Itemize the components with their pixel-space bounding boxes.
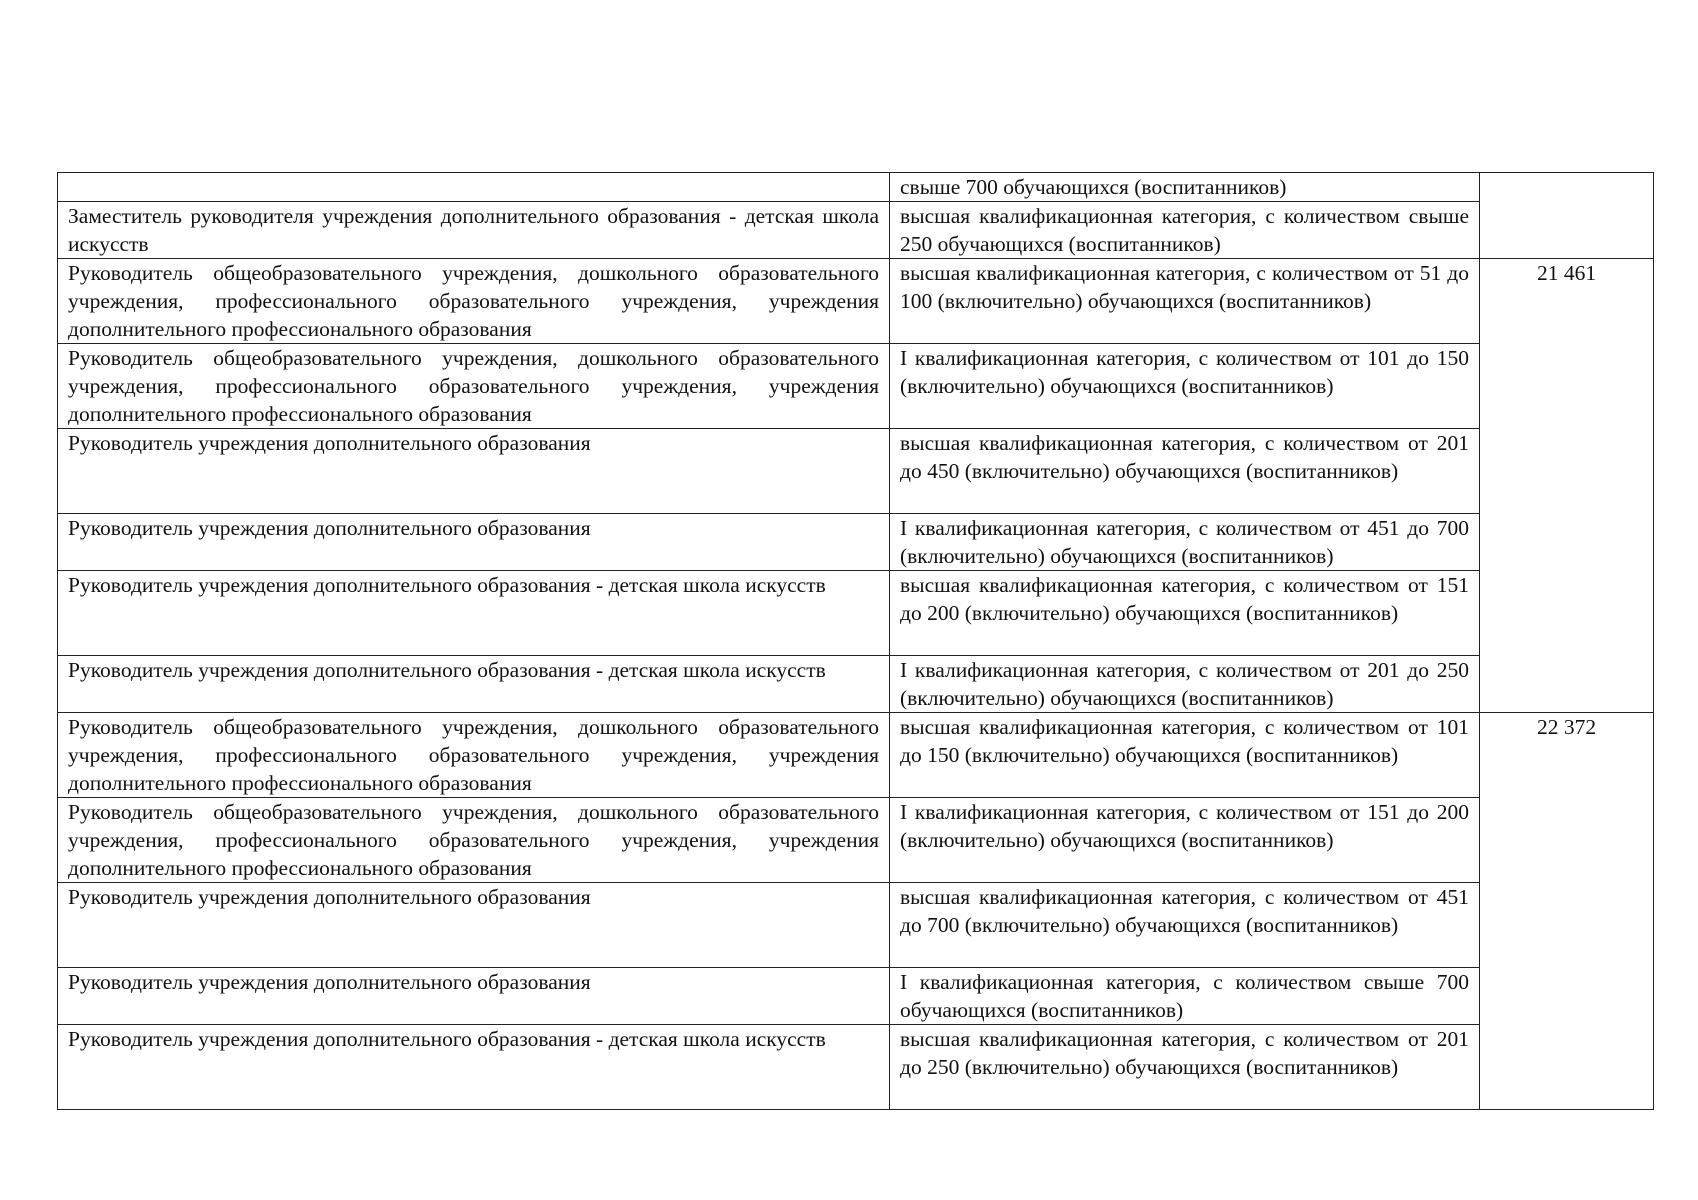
salary-cell: [1480, 173, 1654, 259]
table-row: [58, 202, 1654, 259]
condition-cell: высшая квалификационная категория, с количеством от 451 до 700 (включительно) обучающихся (воспитанников): [890, 883, 1480, 968]
table-row: [58, 713, 1654, 798]
table-row: [58, 514, 1654, 571]
condition-cell: высшая квалификационная категория, с количеством от 101 до 150 (включительно) обучающихся (воспитанников): [890, 713, 1480, 798]
table-row: [58, 571, 1654, 656]
condition-cell: высшая квалификационная категория, с количеством от 151 до 200 (включительно) обучающихся (воспитанников): [890, 571, 1480, 656]
position-cell: Руководитель учреждения дополнительного образования - детская школа искусств: [58, 656, 890, 713]
condition-cell: I квалификационная категория, с количеством от 151 до 200 (включительно) обучающихся (воспитанников): [890, 798, 1480, 883]
table-row: [58, 968, 1654, 1025]
condition-cell: высшая квалификационная категория, с количеством от 201 до 450 (включительно) обучающихся (воспитанников): [890, 429, 1480, 514]
table-row: [58, 1025, 1654, 1110]
table-row: [58, 259, 1654, 344]
salary-cell: 22 372: [1480, 713, 1654, 1110]
salary-table: [57, 172, 1654, 1110]
condition-cell: высшая квалификационная категория, с количеством от 51 до 100 (включительно) обучающихся (воспитанников): [890, 259, 1480, 344]
position-cell: Заместитель руководителя учреждения дополнительного образования - детская школа искусств: [58, 202, 890, 259]
position-cell: Руководитель общеобразовательного учреждения, дошкольного образовательного учреждения, профессионального образовательного учреждения, учреждения дополнительного профессионального образования: [58, 259, 890, 344]
condition-cell: I квалификационная категория, с количеством свыше 700 обучающихся (воспитанников): [890, 968, 1480, 1025]
condition-cell: высшая квалификационная категория, с количеством свыше 250 обучающихся (воспитанников): [890, 202, 1480, 259]
table-row: [58, 344, 1654, 429]
position-cell: Руководитель учреждения дополнительного образования: [58, 883, 890, 968]
condition-cell: свыше 700 обучающихся (воспитанников): [890, 173, 1480, 202]
position-cell: [58, 173, 890, 202]
position-cell: Руководитель учреждения дополнительного образования: [58, 514, 890, 571]
table-row: [58, 883, 1654, 968]
table-row: [58, 798, 1654, 883]
table-row: [58, 656, 1654, 713]
condition-cell: высшая квалификационная категория, с количеством от 201 до 250 (включительно) обучающихся (воспитанников): [890, 1025, 1480, 1110]
condition-cell: I квалификационная категория, с количеством от 201 до 250 (включительно) обучающихся (воспитанников): [890, 656, 1480, 713]
table-row: [58, 173, 1654, 202]
position-cell: Руководитель общеобразовательного учреждения, дошкольного образовательного учреждения, профессионального образовательного учреждения, учреждения дополнительного профессионального образования: [58, 344, 890, 429]
position-cell: Руководитель учреждения дополнительного образования: [58, 429, 890, 514]
position-cell: Руководитель учреждения дополнительного образования - детская школа искусств: [58, 571, 890, 656]
condition-cell: I квалификационная категория, с количеством от 101 до 150 (включительно) обучающихся (воспитанников): [890, 344, 1480, 429]
position-cell: Руководитель общеобразовательного учреждения, дошкольного образовательного учреждения, профессионального образовательного учреждения, учреждения дополнительного профессионального образования: [58, 798, 890, 883]
position-cell: Руководитель учреждения дополнительного образования: [58, 968, 890, 1025]
table-row: [58, 429, 1654, 514]
salary-cell: 21 461: [1480, 259, 1654, 713]
position-cell: Руководитель учреждения дополнительного образования - детская школа искусств: [58, 1025, 890, 1110]
position-cell: Руководитель общеобразовательного учреждения, дошкольного образовательного учреждения, профессионального образовательного учреждения, учреждения дополнительного профессионального образования: [58, 713, 890, 798]
condition-cell: I квалификационная категория, с количеством от 451 до 700 (включительно) обучающихся (воспитанников): [890, 514, 1480, 571]
